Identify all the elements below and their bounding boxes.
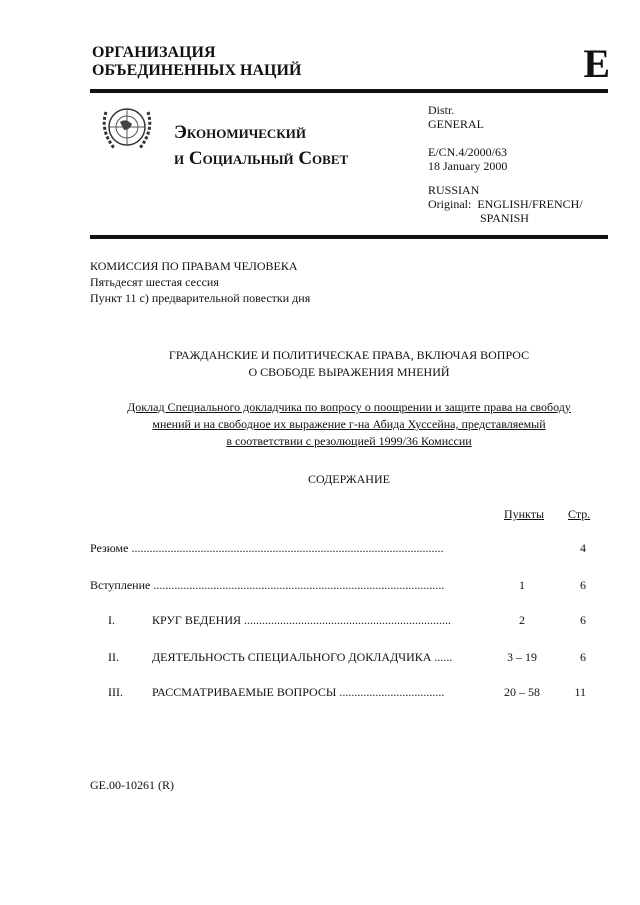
col-page: Стр. [568, 507, 591, 521]
contents-header [90, 507, 608, 525]
subtitle-line: в соответствии с резолюцией 1999/36 Комиссии [226, 434, 472, 448]
row-number: I. [108, 613, 115, 627]
original-languages: SPANISH [480, 211, 529, 225]
un-emblem-icon [96, 100, 158, 158]
council-line: и Социальный Совет [174, 148, 349, 169]
row-page: 6 [580, 650, 586, 664]
contents-heading: СОДЕРЖАНИЕ [308, 472, 390, 486]
divider [90, 235, 608, 239]
row-page: 6 [580, 578, 586, 592]
title-line: О СВОБОДЕ ВЫРАЖЕНИЯ МНЕНИЙ [248, 365, 450, 379]
org-name [92, 44, 301, 80]
language-info [428, 183, 583, 225]
row-paragraphs: 2 [519, 613, 525, 627]
row-number: II. [108, 650, 119, 664]
job-number: GE.00-10261 (R) [90, 778, 174, 792]
symbol-date [428, 145, 507, 173]
session: Пятьдесят шестая сессия [90, 275, 219, 289]
contents-row[interactable] [90, 541, 608, 559]
row-label: ДЕЯТЕЛЬНОСТЬ СПЕЦИАЛЬНОГО ДОКЛАДЧИКА ...... [152, 650, 453, 664]
contents-row[interactable] [90, 650, 608, 668]
contents-row[interactable] [90, 613, 608, 631]
document-title [90, 347, 608, 381]
org-line: ОРГАНИЗАЦИЯ [92, 44, 216, 61]
row-label: Резюме ........................................................................................................ [90, 541, 444, 555]
title-line: ГРАЖДАНСКИЕ И ПОЛИТИЧЕСКАЕ ПРАВА, ВКЛЮЧАЯ ВОПРОС [168, 348, 530, 362]
divider [90, 89, 608, 93]
row-paragraphs: 20 – 58 [504, 685, 540, 699]
row-label: Вступление ................................................................................................. [90, 578, 445, 592]
row-page: 11 [574, 685, 586, 699]
document-date: 18 January 2000 [428, 159, 508, 173]
contents-row[interactable] [90, 685, 608, 703]
row-paragraphs: 3 – 19 [507, 650, 537, 664]
row-label: РАССМАТРИВАЕМЫЕ ВОПРОСЫ ................................... [152, 685, 445, 699]
original-languages: ENGLISH/FRENCH/ [477, 197, 583, 211]
row-page: 4 [580, 541, 586, 555]
document-subtitle [90, 399, 608, 450]
original-label: Original: [428, 197, 472, 211]
distr-label: Distr. [428, 103, 455, 117]
session-info [90, 258, 310, 306]
agenda-item: Пункт 11 с) предварительной повестки дня [90, 291, 311, 305]
council-line: Экономический [174, 122, 306, 143]
row-number: III. [108, 685, 123, 699]
row-paragraphs: 1 [519, 578, 525, 592]
distr-value: GENERAL [428, 117, 484, 131]
contents-row[interactable] [90, 578, 608, 596]
subtitle-line: Доклад Специального докладчика по вопросу о поощрении и защите права на свободу [127, 400, 571, 414]
document-symbol: E/CN.4/2000/63 [428, 145, 508, 159]
row-page: 6 [580, 613, 586, 627]
commission: КОМИССИЯ ПО ПРАВАМ ЧЕЛОВЕКА [90, 259, 298, 273]
subtitle-line: мнений и на свободное их выражение г-на Абида Хуссейна, представляемый [152, 417, 546, 431]
org-line: ОБЪЕДИНЕННЫХ НАЦИЙ [92, 62, 302, 79]
row-label: КРУГ ВЕДЕНИЯ ..................................................................... [152, 613, 451, 627]
col-paragraphs: Пункты [503, 507, 545, 521]
distribution [428, 103, 484, 131]
language: RUSSIAN [428, 183, 480, 197]
council-name [174, 120, 348, 172]
language-letter: E [583, 41, 610, 86]
